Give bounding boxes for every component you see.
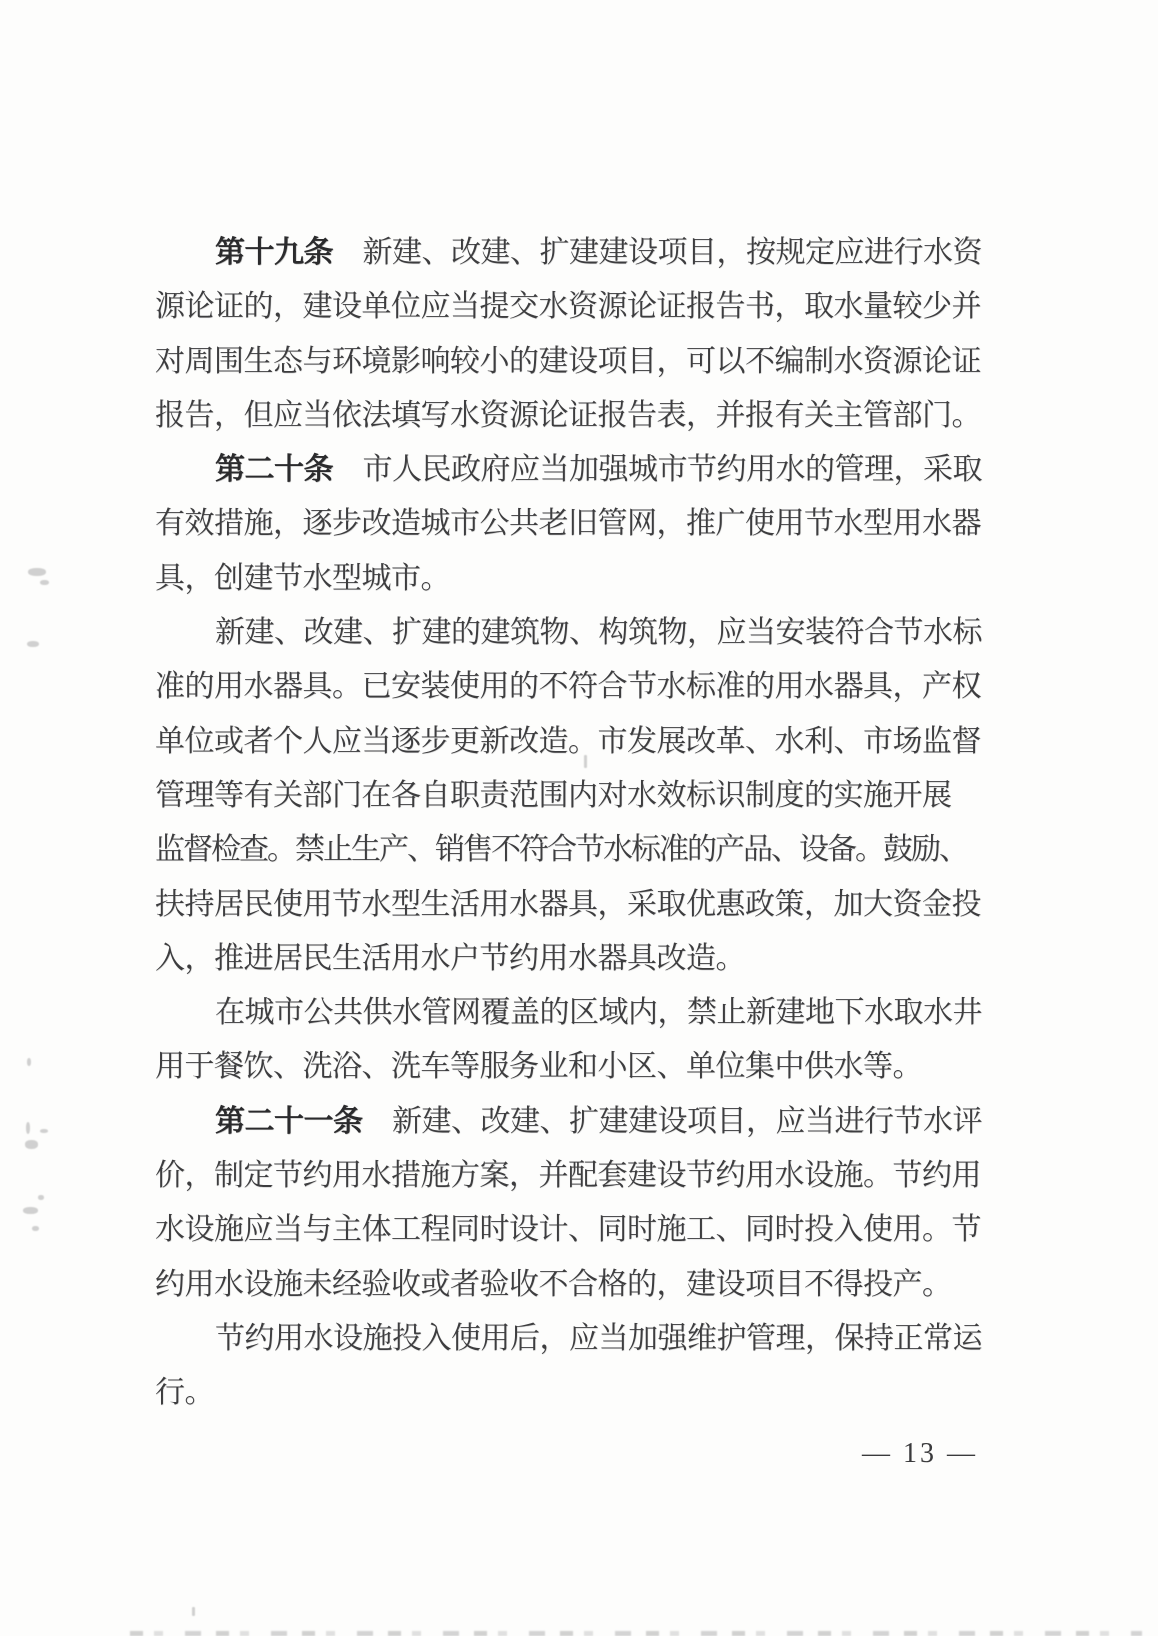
line-text: 具，创建节水型城市。 — [155, 561, 450, 595]
line-text: 约用水设施未经验收或者验收不合格的，建设项目不得投产。 — [155, 1267, 952, 1301]
line-text: 在城市公共供水管网覆盖的区域内，禁止新建地下水取水井 — [215, 996, 982, 1030]
scan-smudge — [25, 1140, 38, 1149]
line-text: 价，制定节约用水措施方案，并配套建设节约用水设施。节约用 — [155, 1159, 981, 1193]
text-line — [155, 1040, 1000, 1094]
line-text: 扶持居民使用节水型生活用水器具，采取优惠政策，加大资金投 — [155, 887, 981, 921]
scan-smudge — [26, 1122, 30, 1134]
line-text: 管理等有关部门在各自职责范围内对水效标识制度的实施开展 — [155, 778, 952, 812]
article-number: 第十九条 — [215, 236, 333, 269]
scan-smudge — [32, 1226, 39, 1231]
article-number: 第二十一条 — [215, 1104, 363, 1138]
text-line — [155, 389, 1000, 443]
scan-smudge — [192, 1607, 195, 1616]
line-text: 报告，但应当依法填写水资源论证报告表，并报有关主管部门。 — [155, 398, 981, 432]
scan-smudge — [23, 1207, 38, 1214]
text-line — [155, 335, 1000, 389]
text-line — [155, 823, 1000, 877]
line-text: 对周围生态与环境影响较小的建设项目，可以不编制水资源论证 — [155, 344, 981, 378]
line-text: 监督检查。禁止生产、销售不符合节水标准的产品、设备。鼓励、 — [155, 833, 967, 867]
text-line — [155, 1095, 1000, 1149]
page-number: — 13 — — [862, 1438, 978, 1469]
text-line — [155, 932, 1000, 986]
line-text: 准的用水器具。已安装使用的不符合节水标准的用水器具，产权 — [155, 670, 981, 704]
text-line — [155, 552, 1000, 606]
text-line — [155, 715, 1000, 769]
scan-smudge — [584, 755, 587, 768]
text-line — [155, 878, 1000, 932]
scan-smudge — [40, 1129, 48, 1133]
line-text: 新建、改建、扩建建设项目，应当进行节水评 — [362, 1104, 982, 1138]
line-text: 有效措施，逐步改造城市公共老旧管网，推广使用节水型用水器 — [155, 507, 981, 541]
scan-smudge — [28, 568, 46, 576]
text-line — [155, 769, 1000, 823]
line-text: 行。 — [155, 1376, 214, 1410]
cutoff-text-artifact — [130, 1631, 1142, 1636]
text-line — [155, 1203, 1000, 1257]
line-text: 市人民政府应当加强城市节约用水的管理，采取 — [333, 453, 982, 487]
text-line — [155, 986, 1000, 1040]
text-line — [155, 1258, 1000, 1312]
scan-smudge — [38, 1195, 44, 1200]
article-number: 第二十条 — [215, 453, 333, 487]
text-line — [155, 660, 1000, 714]
text-line — [155, 443, 1000, 497]
line-text: 源论证的，建设单位应当提交水资源论证报告书，取水量较少并 — [155, 290, 981, 324]
line-text: 单位或者个人应当逐步更新改造。市发展改革、水利、市场监督 — [155, 724, 981, 758]
text-line — [155, 280, 1000, 334]
text-line — [155, 1149, 1000, 1203]
line-text: 用于餐饮、洗浴、洗车等服务业和小区、单位集中供水等。 — [155, 1050, 922, 1084]
line-text: 新建、改建、扩建的建筑物、构筑物，应当安装符合节水标 — [215, 616, 982, 650]
scan-smudge — [27, 641, 39, 647]
line-text: 水设施应当与主体工程同时设计、同时施工、同时投入使用。节 — [155, 1213, 981, 1247]
text-line — [155, 1312, 1000, 1366]
line-text: 新建、改建、扩建建设项目，按规定应进行水资 — [333, 236, 982, 269]
text-line — [155, 1366, 1000, 1420]
document-body-text — [155, 226, 1000, 1421]
text-line — [155, 606, 1000, 660]
text-line — [155, 497, 1000, 551]
line-text: 入，推进居民生活用水户节约用水器具改造。 — [155, 941, 745, 975]
scan-smudge — [40, 580, 49, 585]
line-text: 节约用水设施投入使用后，应当加强维护管理，保持正常运 — [215, 1321, 982, 1355]
scan-smudge — [27, 1058, 31, 1066]
text-line — [155, 226, 1000, 280]
